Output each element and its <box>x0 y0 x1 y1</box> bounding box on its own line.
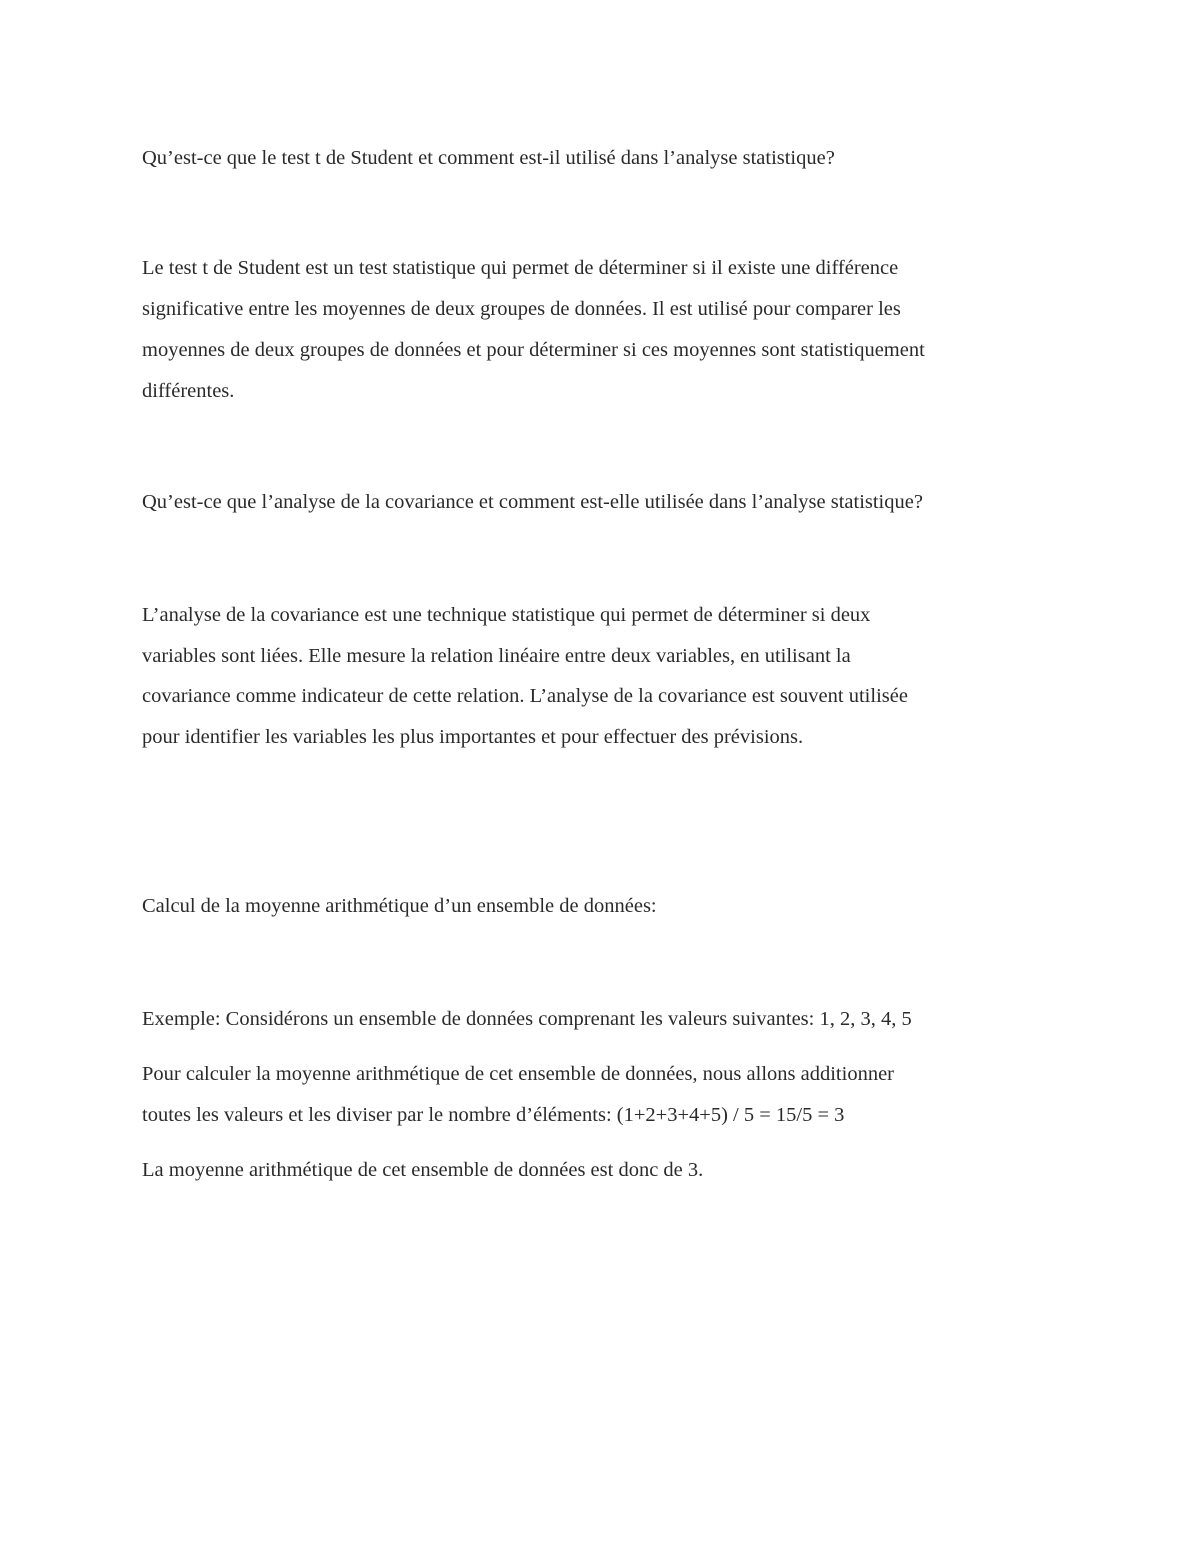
conclusion-text: La moyenne arithmétique de cet ensemble de données est donc de 3. <box>142 1159 704 1181</box>
calculation-line-1: Pour calculer la moyenne arithmétique de cet ensemble de données, nous allons additionner <box>142 1063 894 1085</box>
answer-1-line-1: Le test t de Student est un test statistique qui permet de déterminer si il existe une différence <box>142 257 899 279</box>
answer-1-line-2: significative entre les moyennes de deux groupes de données. Il est utilisé pour comparer les <box>142 298 901 320</box>
answer-2-line-3: covariance comme indicateur de cette relation. L’analyse de la covariance est souvent utilisée <box>142 685 908 707</box>
answer-1-line-4: différentes. <box>142 380 235 402</box>
calculation-line-2: toutes les valeurs et les diviser par le nombre d’éléments: (1+2+3+4+5) / 5 = 15/5 = 3 <box>142 1104 845 1126</box>
answer-2-line-2: variables sont liées. Elle mesure la relation linéaire entre deux variables, en utilisant la <box>142 645 851 667</box>
mean-heading: Calcul de la moyenne arithmétique d’un ensemble de données: <box>142 895 657 917</box>
answer-2-line-1: L’analyse de la covariance est une technique statistique qui permet de déterminer si deux <box>142 604 871 626</box>
question-1-text: Qu’est-ce que le test t de Student et comment est-il utilisé dans l’analyse statistique? <box>142 147 835 169</box>
answer-1-line-3: moyennes de deux groupes de données et pour déterminer si ces moyennes sont statistiquement <box>142 339 925 361</box>
example-text: Exemple: Considérons un ensemble de données comprenant les valeurs suivantes: 1, 2, 3, 4, 5 <box>142 1008 912 1030</box>
answer-2-line-4: pour identifier les variables les plus importantes et pour effectuer des prévisions. <box>142 726 804 748</box>
question-2-text: Qu’est-ce que l’analyse de la covariance et comment est-elle utilisée dans l’analyse statistique? <box>142 491 923 513</box>
